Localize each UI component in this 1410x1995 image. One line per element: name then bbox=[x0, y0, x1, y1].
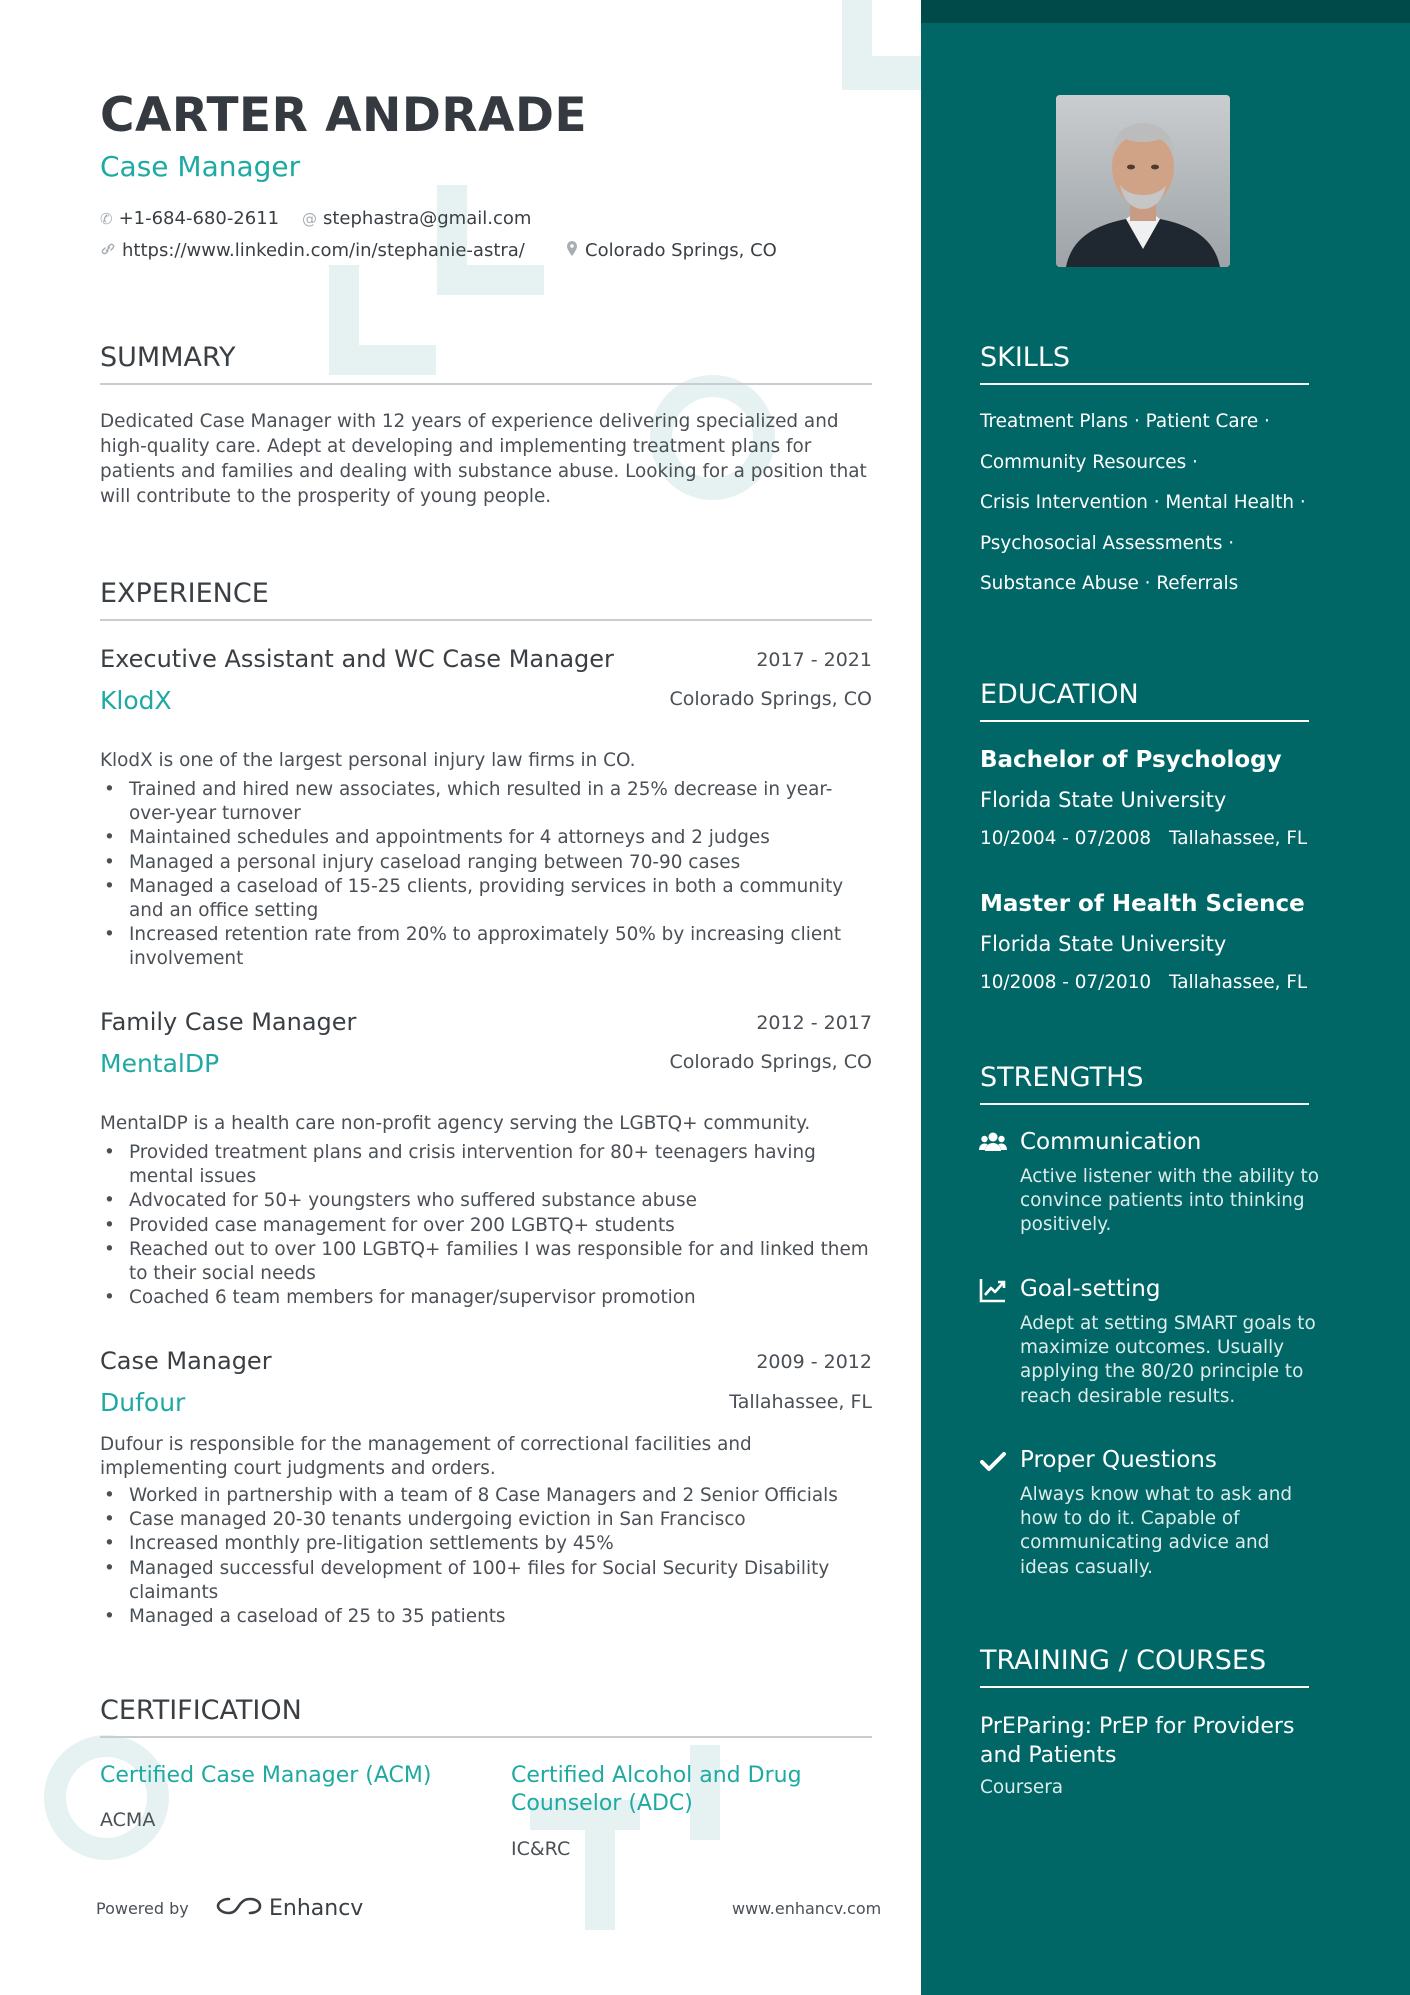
skill-line: Psychosocial Assessments · bbox=[980, 533, 1235, 554]
list-item: • Increased monthly pre-litigation settlements by 45% bbox=[100, 1532, 872, 1556]
strengths-heading: STRENGTHS bbox=[980, 1062, 1309, 1105]
chart-line-icon bbox=[979, 1277, 1007, 1303]
email-text: stephastra@gmail.com bbox=[323, 208, 532, 229]
list-item: • Managed a caseload of 25 to 35 patients bbox=[100, 1605, 872, 1629]
job-dates: 2017 - 2021 bbox=[756, 649, 872, 671]
summary-heading: SUMMARY bbox=[100, 342, 872, 385]
contact-phone[interactable] bbox=[100, 208, 279, 229]
location-pin-icon bbox=[565, 240, 579, 261]
phone-text: +1-684-680-2611 bbox=[118, 208, 280, 229]
enhancv-brand: Enhancv bbox=[269, 1895, 364, 1921]
contact-linkedin[interactable] bbox=[100, 240, 525, 261]
skills-heading: SKILLS bbox=[980, 342, 1309, 385]
list-item: • Trained and hired new associates, which resulted in a 25% decrease in year-over-year turnover bbox=[100, 778, 872, 826]
link-icon bbox=[100, 241, 116, 261]
job-bullets bbox=[100, 1484, 872, 1629]
powered-by-label: Powered by bbox=[96, 1899, 189, 1918]
list-item: • Coached 6 team members for manager/supervisor promotion bbox=[100, 1286, 872, 1310]
list-item: • Managed successful development of 100+ files for Social Security Disability claimants bbox=[100, 1557, 872, 1605]
company-description: Dufour is responsible for the management of correctional facilities and implementing court judgments and orders. bbox=[100, 1434, 752, 1479]
job-title: Case Manager bbox=[100, 1347, 272, 1375]
strength-name: Proper Questions bbox=[1020, 1447, 1217, 1473]
job-title: Family Case Manager bbox=[100, 1008, 357, 1036]
company-name: KlodX bbox=[100, 686, 172, 715]
linkedin-text: https://www.linkedin.com/in/stephanie-astra/ bbox=[122, 240, 525, 261]
strength-name: Goal-setting bbox=[1020, 1276, 1161, 1302]
candidate-name: CARTER ANDRADE bbox=[100, 88, 588, 143]
training-name: PrEParing: PrEP for Providers and Patients bbox=[980, 1714, 1295, 1768]
list-item: • Increased retention rate from 20% to approximately 50% by increasing client involvement bbox=[100, 923, 872, 971]
cert-name: Certified Alcohol and Drug Counselor (ADC) bbox=[511, 1763, 802, 1816]
job-location: Colorado Springs, CO bbox=[669, 688, 872, 710]
job-location: Colorado Springs, CO bbox=[669, 1051, 872, 1073]
decor-shape bbox=[437, 265, 544, 295]
phone-icon: ✆ bbox=[100, 209, 113, 228]
edu-school: Florida State University bbox=[980, 788, 1227, 812]
skill-line: Treatment Plans · Patient Care · bbox=[980, 411, 1270, 432]
at-icon: @ bbox=[302, 209, 317, 228]
cert-name: Certified Case Manager (ACM) bbox=[100, 1763, 432, 1788]
education-heading: EDUCATION bbox=[980, 679, 1309, 722]
company-name: MentalDP bbox=[100, 1049, 220, 1078]
list-item: • Managed a personal injury caseload ranging between 70-90 cases bbox=[100, 851, 872, 875]
training-heading: TRAINING / COURSES bbox=[980, 1645, 1309, 1688]
decor-ring bbox=[44, 1735, 169, 1860]
job-title: Executive Assistant and WC Case Manager bbox=[100, 645, 614, 673]
training-org: Coursera bbox=[980, 1777, 1064, 1798]
certification-heading: CERTIFICATION bbox=[100, 1695, 872, 1738]
job-location: Tallahassee, FL bbox=[729, 1391, 872, 1413]
users-icon bbox=[979, 1131, 1007, 1157]
location-text: Colorado Springs, CO bbox=[585, 240, 777, 261]
skill-line: Substance Abuse · Referrals bbox=[980, 573, 1239, 594]
footer-url[interactable]: www.enhancv.com bbox=[732, 1899, 882, 1918]
edu-degree: Master of Health Science bbox=[980, 891, 1305, 917]
edu-degree: Bachelor of Psychology bbox=[980, 747, 1282, 773]
strength-description: Adept at setting SMART goals to maximize outcomes. Usually applying the 80/20 principle to reach desirable results. bbox=[1020, 1313, 1316, 1407]
list-item: • Provided treatment plans and crisis intervention for 80+ teenagers having mental issues bbox=[100, 1141, 872, 1189]
skill-line: Crisis Intervention · Mental Health · bbox=[980, 492, 1306, 513]
company-description: KlodX is one of the largest personal injury law firms in CO. bbox=[100, 750, 636, 771]
list-item: • Advocated for 50+ youngsters who suffered substance abuse bbox=[100, 1189, 872, 1213]
list-item: • Provided case management for over 200 LGBTQ+ students bbox=[100, 1214, 872, 1238]
experience-heading: EXPERIENCE bbox=[100, 578, 872, 621]
edu-dates: 10/2008 - 07/2010 bbox=[980, 972, 1152, 993]
list-item: • Case managed 20-30 tenants undergoing eviction in San Francisco bbox=[100, 1508, 872, 1532]
edu-location: Tallahassee, FL bbox=[1169, 972, 1308, 993]
skill-line: Community Resources · bbox=[980, 452, 1198, 473]
checkmark-icon bbox=[979, 1450, 1007, 1476]
enhancv-logo-icon bbox=[215, 1895, 263, 1921]
cert-org: ACMA bbox=[100, 1809, 156, 1831]
edu-location: Tallahassee, FL bbox=[1169, 828, 1308, 849]
list-item: • Reached out to over 100 LGBTQ+ families I was responsible for and linked them to their social needs bbox=[100, 1238, 872, 1286]
cert-org: IC&RC bbox=[511, 1838, 571, 1860]
strength-name: Communication bbox=[1020, 1129, 1202, 1155]
company-name: Dufour bbox=[100, 1388, 186, 1417]
edu-dates: 10/2004 - 07/2008 bbox=[980, 828, 1152, 849]
job-bullets bbox=[100, 778, 872, 972]
contact-email[interactable] bbox=[302, 208, 531, 229]
strength-description: Active listener with the ability to convince patients into thinking positively. bbox=[1020, 1166, 1320, 1236]
job-dates: 2009 - 2012 bbox=[756, 1351, 872, 1373]
summary-text: Dedicated Case Manager with 12 years of experience delivering specialized and high-quality care. Adept at developing and implementing treatment plans for patients and families and dealing with substance abuse. Looking for a position that will contribute to the prosperity of young people. bbox=[100, 411, 867, 507]
job-bullets bbox=[100, 1141, 872, 1310]
decor-shape bbox=[842, 56, 922, 90]
sidebar bbox=[921, 0, 1410, 1995]
strength-description: Always know what to ask and how to do it. Capable of communicating advice and ideas casually. bbox=[1020, 1484, 1293, 1578]
contact-location bbox=[565, 240, 777, 261]
job-dates: 2012 - 2017 bbox=[756, 1012, 872, 1034]
list-item: • Worked in partnership with a team of 8 Case Managers and 2 Senior Officials bbox=[100, 1484, 872, 1508]
enhancv-logo[interactable] bbox=[215, 1895, 363, 1921]
sidebar-top-bar bbox=[921, 0, 1410, 23]
list-item: • Managed a caseload of 15-25 clients, providing services in both a community and an office setting bbox=[100, 875, 872, 923]
list-item: • Maintained schedules and appointments for 4 attorneys and 2 judges bbox=[100, 826, 872, 850]
candidate-title: Case Manager bbox=[100, 150, 301, 183]
company-description: MentalDP is a health care non-profit agency serving the LGBTQ+ community. bbox=[100, 1113, 811, 1134]
profile-photo bbox=[1056, 95, 1230, 267]
edu-school: Florida State University bbox=[980, 932, 1227, 956]
